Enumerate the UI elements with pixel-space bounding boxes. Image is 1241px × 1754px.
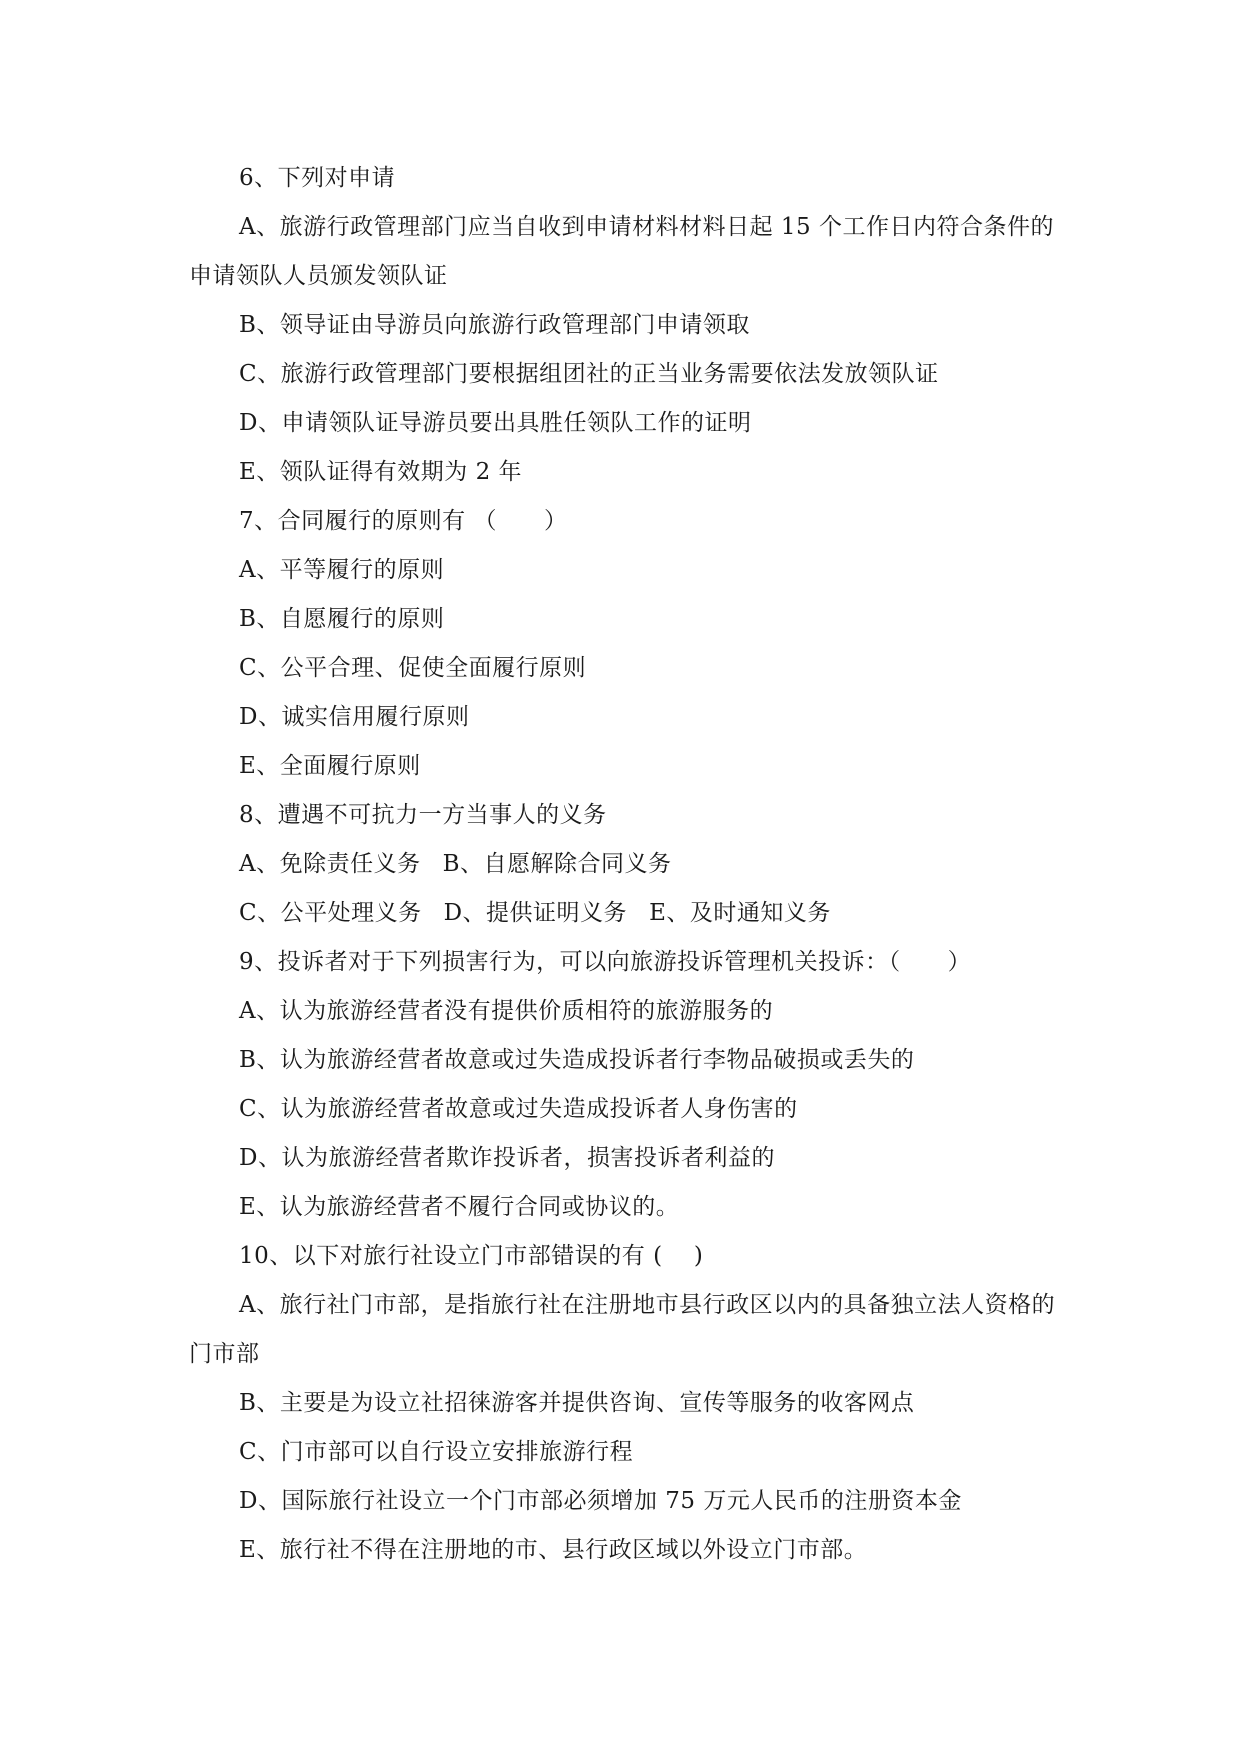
- question-7-option-d: D、诚实信用履行原则: [239, 704, 470, 730]
- question-9-stem: 9、投诉者对于下列损害行为，可以向旅游投诉管理机关投诉：（ ）: [239, 949, 972, 975]
- question-7-stem: 7、合同履行的原则有 （ ）: [239, 508, 568, 534]
- question-10-option-d: D、国际旅行社设立一个门市部必须增加 75 万元人民币的注册资本金: [239, 1488, 962, 1514]
- question-9-option-e: E、认为旅游经营者不履行合同或协议的。: [239, 1194, 680, 1220]
- question-list: [189, 154, 1059, 1575]
- question-9-option-c: C、认为旅游经营者故意或过失造成投诉者人身伤害的: [239, 1096, 798, 1122]
- question-8-options-line-2: [189, 889, 1059, 938]
- question-6-option-e: E、领队证得有效期为 2 年: [239, 459, 523, 485]
- question-8-option-a: A、免除责任义务: [239, 851, 421, 877]
- question-7-option-a: A、平等履行的原则: [239, 557, 445, 583]
- question-10-option-a: A、旅行社门市部，是指旅行社在注册地市县行政区以内的具备独立法人资格的门市部: [189, 1292, 1056, 1367]
- question-8-option-b: B、自愿解除合同义务: [442, 851, 672, 877]
- question-6-option-c: C、旅游行政管理部门要根据组团社的正当业务需要依法发放领队证: [239, 361, 939, 387]
- question-9-option-a: A、认为旅游经营者没有提供价质相符的旅游服务的: [239, 998, 774, 1024]
- question-8-stem: 8、遭遇不可抗力一方当事人的义务: [239, 802, 607, 828]
- question-7-option-b: B、自愿履行的原则: [239, 606, 445, 632]
- question-7-option-c: C、公平合理、促使全面履行原则: [239, 655, 587, 681]
- question-7-option-e: E、全面履行原则: [239, 753, 421, 779]
- question-6-option-a: A、旅游行政管理部门应当自收到申请材料材料日起 15 个工作日内符合条件的申请领队人员颁发领队证: [189, 214, 1054, 289]
- question-9-option-d: D、认为旅游经营者欺诈投诉者，损害投诉者利益的: [239, 1145, 775, 1171]
- question-8-options-line-1: [189, 840, 1059, 889]
- question-10-option-e: E、旅行社不得在注册地的市、县行政区域以外设立门市部。: [239, 1537, 868, 1563]
- question-8-option-c: C、公平处理义务: [239, 900, 422, 926]
- question-6-option-d: D、申请领队证导游员要出具胜任领队工作的证明: [239, 410, 752, 436]
- question-10-stem: 10、以下对旅行社设立门市部错误的有 ( ): [239, 1243, 704, 1269]
- question-6-option-b: B、领导证由导游员向旅游行政管理部门申请领取: [239, 312, 750, 338]
- question-8-option-d: D、提供证明义务: [443, 900, 628, 926]
- question-10-option-b: B、主要是为设立社招徕游客并提供咨询、宣传等服务的收客网点: [239, 1390, 915, 1416]
- question-9-option-b: B、认为旅游经营者故意或过失造成投诉者行李物品破损或丢失的: [239, 1047, 915, 1073]
- question-6-stem: 6、下列对申请: [239, 165, 396, 191]
- question-10-option-c: C、门市部可以自行设立安排旅游行程: [239, 1439, 634, 1465]
- question-8-option-e: E、及时通知义务: [649, 900, 831, 926]
